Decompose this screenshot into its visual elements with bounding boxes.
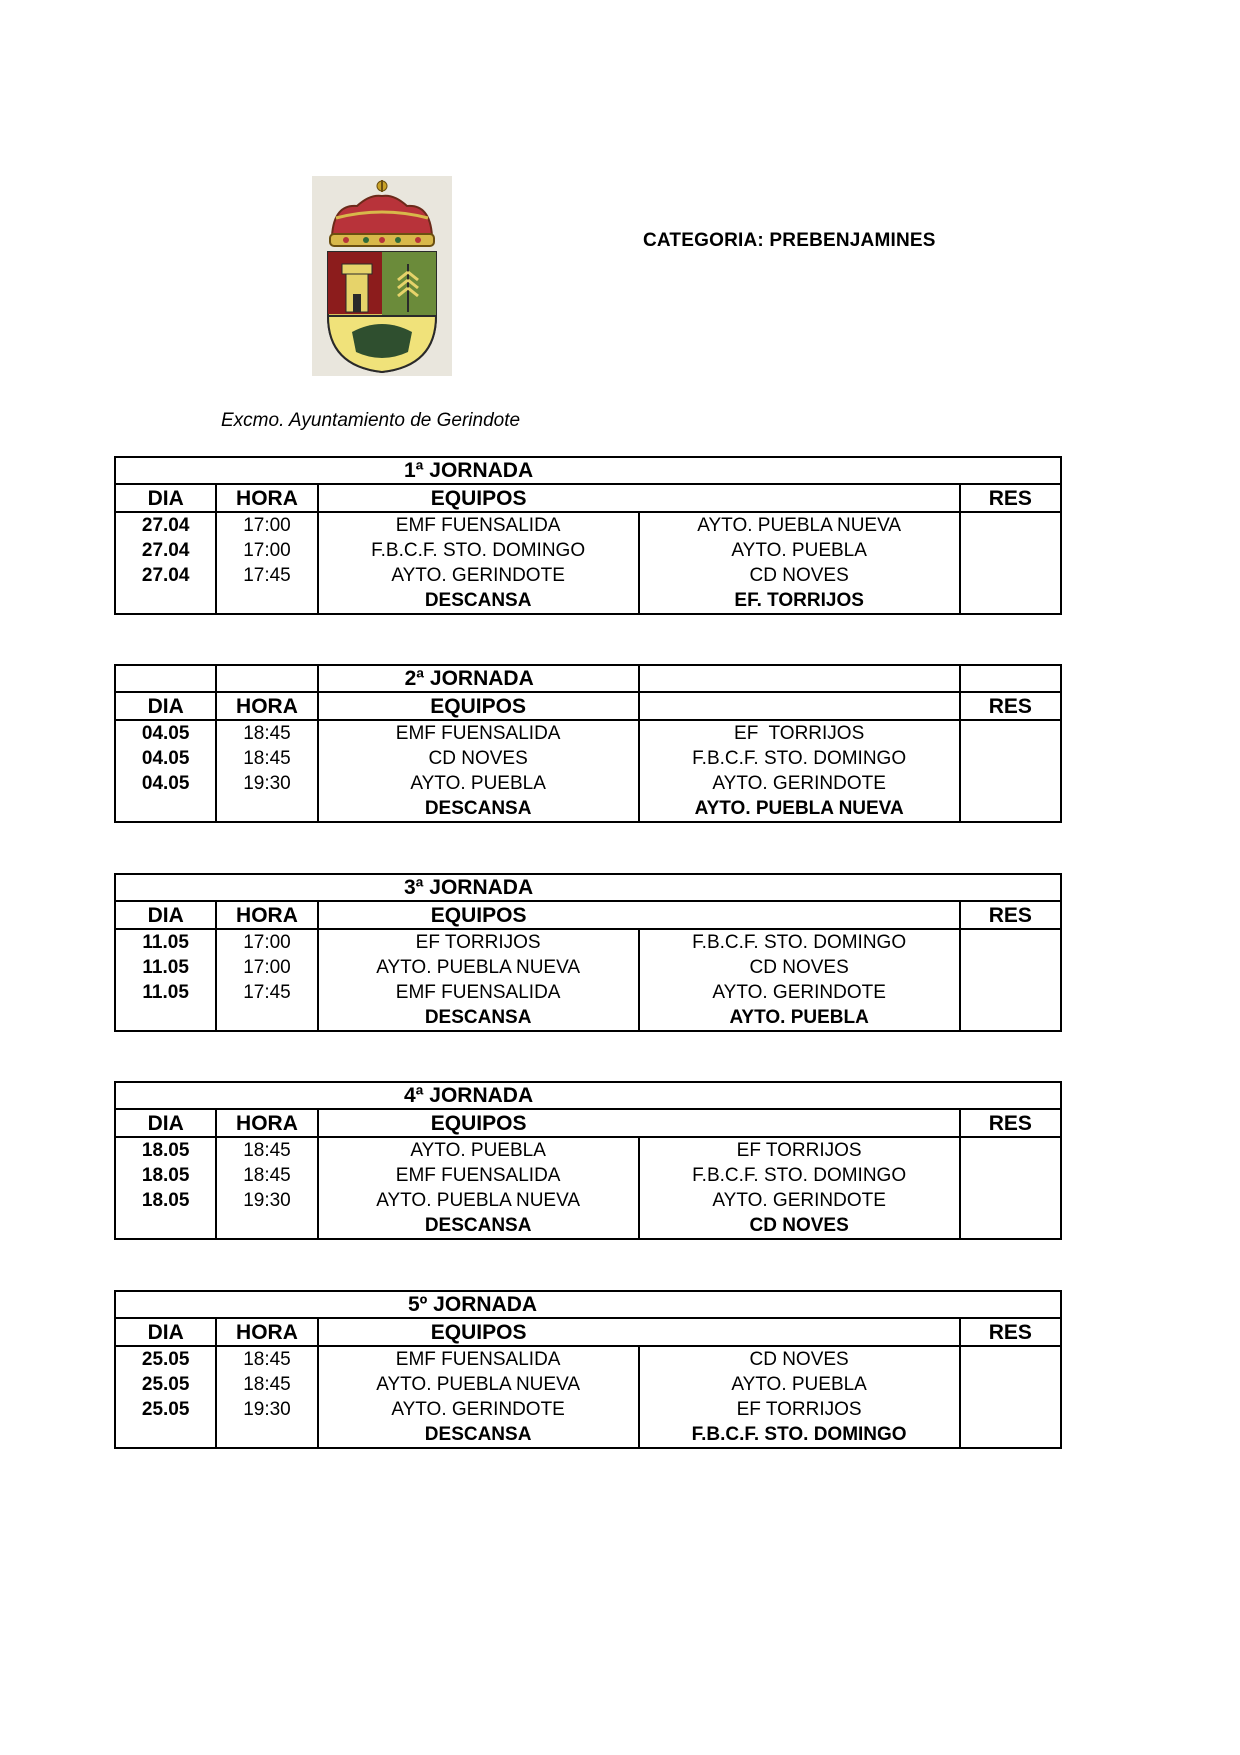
match-hora: 17:00	[216, 955, 317, 980]
jornada-table	[114, 456, 1062, 615]
col-hora: HORA	[216, 484, 317, 512]
col-res: RES	[960, 484, 1061, 512]
match-row	[115, 563, 1061, 588]
rest-label: DESCANSA	[318, 1005, 639, 1031]
match-dia: 11.05	[115, 955, 216, 980]
match-row	[115, 955, 1061, 980]
match-row	[115, 1137, 1061, 1163]
match-away: EF TORRIJOS	[639, 720, 960, 746]
match-row	[115, 1188, 1061, 1213]
match-home: EMF FUENSALIDA	[318, 720, 639, 746]
match-hora: 18:45	[216, 1372, 317, 1397]
match-away: F.B.C.F. STO. DOMINGO	[639, 746, 960, 771]
rest-row	[115, 1005, 1061, 1031]
col-res: RES	[960, 1318, 1061, 1346]
match-hora: 17:00	[216, 512, 317, 538]
jornada-title: 3ª JORNADA	[115, 874, 1061, 901]
match-home: EMF FUENSALIDA	[318, 1346, 639, 1372]
match-hora: 19:30	[216, 1397, 317, 1422]
rest-label: DESCANSA	[318, 588, 639, 614]
match-res	[960, 538, 1061, 563]
rest-label: DESCANSA	[318, 796, 639, 822]
match-home: AYTO. PUEBLA	[318, 1137, 639, 1163]
match-row	[115, 1163, 1061, 1188]
match-dia: 04.05	[115, 746, 216, 771]
col-equipos-away	[639, 901, 960, 929]
match-row	[115, 746, 1061, 771]
match-row	[115, 771, 1061, 796]
col-res: RES	[960, 1109, 1061, 1137]
column-header-row	[115, 901, 1061, 929]
col-hora: HORA	[216, 1109, 317, 1137]
jornada-table	[114, 664, 1062, 823]
match-row	[115, 1346, 1061, 1372]
match-hora: 17:45	[216, 563, 317, 588]
jornada-table	[114, 873, 1062, 1032]
match-dia: 27.04	[115, 538, 216, 563]
col-res: RES	[960, 692, 1061, 720]
rest-row	[115, 796, 1061, 822]
rest-team: EF. TORRIJOS	[639, 588, 960, 614]
jornada-title-row	[115, 874, 1061, 901]
col-equipos: EQUIPOS	[318, 692, 639, 720]
match-hora: 18:45	[216, 1346, 317, 1372]
rest-team: AYTO. PUEBLA NUEVA	[639, 796, 960, 822]
match-hora: 17:00	[216, 929, 317, 955]
match-hora: 18:45	[216, 1163, 317, 1188]
match-away: EF TORRIJOS	[639, 1137, 960, 1163]
match-away: AYTO. GERINDOTE	[639, 1188, 960, 1213]
jornada-title-row	[115, 457, 1061, 484]
match-home: AYTO. PUEBLA NUEVA	[318, 1372, 639, 1397]
match-res	[960, 1372, 1061, 1397]
match-hora: 19:30	[216, 771, 317, 796]
match-home: EMF FUENSALIDA	[318, 980, 639, 1005]
column-header-row	[115, 1318, 1061, 1346]
match-row	[115, 512, 1061, 538]
jornada-title: 2ª JORNADA	[318, 665, 639, 692]
col-res: RES	[960, 901, 1061, 929]
col-equipos-away	[639, 1318, 960, 1346]
match-dia: 18.05	[115, 1137, 216, 1163]
match-away: F.B.C.F. STO. DOMINGO	[639, 1163, 960, 1188]
match-res	[960, 929, 1061, 955]
match-dia: 11.05	[115, 980, 216, 1005]
match-home: AYTO. PUEBLA	[318, 771, 639, 796]
rest-row	[115, 1422, 1061, 1448]
match-away: AYTO. GERINDOTE	[639, 980, 960, 1005]
match-away: AYTO. GERINDOTE	[639, 771, 960, 796]
match-home: CD NOVES	[318, 746, 639, 771]
rest-row	[115, 588, 1061, 614]
match-hora: 18:45	[216, 1137, 317, 1163]
match-res	[960, 955, 1061, 980]
jornada-title: 5º JORNADA	[115, 1291, 1061, 1318]
match-home: F.B.C.F. STO. DOMINGO	[318, 538, 639, 563]
col-dia: DIA	[115, 1109, 216, 1137]
match-res	[960, 512, 1061, 538]
rest-label: DESCANSA	[318, 1422, 639, 1448]
match-away: EF TORRIJOS	[639, 1397, 960, 1422]
match-dia: 18.05	[115, 1163, 216, 1188]
match-away: CD NOVES	[639, 955, 960, 980]
col-dia: DIA	[115, 692, 216, 720]
match-home: AYTO. GERINDOTE	[318, 1397, 639, 1422]
match-dia: 27.04	[115, 563, 216, 588]
jornada-title-row	[115, 665, 1061, 692]
match-row	[115, 720, 1061, 746]
jornada-table	[114, 1290, 1062, 1449]
match-hora: 18:45	[216, 720, 317, 746]
rest-team: F.B.C.F. STO. DOMINGO	[639, 1422, 960, 1448]
match-dia: 04.05	[115, 771, 216, 796]
col-equipos-away	[639, 692, 960, 720]
match-home: AYTO. PUEBLA NUEVA	[318, 955, 639, 980]
jornada-title: 4ª JORNADA	[115, 1082, 1061, 1109]
col-dia: DIA	[115, 901, 216, 929]
jornada-title-row	[115, 1291, 1061, 1318]
match-res	[960, 746, 1061, 771]
jornada-title: 1ª JORNADA	[115, 457, 1061, 484]
jornada-table	[114, 1081, 1062, 1240]
col-equipos: EQUIPOS	[318, 901, 639, 929]
col-hora: HORA	[216, 901, 317, 929]
match-dia: 25.05	[115, 1346, 216, 1372]
match-res	[960, 563, 1061, 588]
match-row	[115, 929, 1061, 955]
match-away: AYTO. PUEBLA	[639, 1372, 960, 1397]
match-res	[960, 771, 1061, 796]
rest-label: DESCANSA	[318, 1213, 639, 1239]
match-home: EMF FUENSALIDA	[318, 1163, 639, 1188]
rest-team: AYTO. PUEBLA	[639, 1005, 960, 1031]
col-equipos-away	[639, 484, 960, 512]
match-away: CD NOVES	[639, 563, 960, 588]
match-dia: 25.05	[115, 1372, 216, 1397]
rest-team: CD NOVES	[639, 1213, 960, 1239]
col-equipos-away	[639, 1109, 960, 1137]
match-res	[960, 1346, 1061, 1372]
match-row	[115, 1372, 1061, 1397]
match-hora: 19:30	[216, 1188, 317, 1213]
col-equipos: EQUIPOS	[318, 484, 639, 512]
jornada-title-row	[115, 1082, 1061, 1109]
coat-of-arms-logo	[312, 176, 452, 376]
match-res	[960, 1397, 1061, 1422]
col-hora: HORA	[216, 692, 317, 720]
match-dia: 11.05	[115, 929, 216, 955]
col-hora: HORA	[216, 1318, 317, 1346]
match-dia: 27.04	[115, 512, 216, 538]
match-row	[115, 980, 1061, 1005]
col-equipos: EQUIPOS	[318, 1109, 639, 1137]
match-home: AYTO. PUEBLA NUEVA	[318, 1188, 639, 1213]
category-title: CATEGORIA: PREBENJAMINES	[643, 230, 936, 251]
match-row	[115, 1397, 1061, 1422]
match-hora: 18:45	[216, 746, 317, 771]
match-away: CD NOVES	[639, 1346, 960, 1372]
match-res	[960, 1137, 1061, 1163]
match-dia: 18.05	[115, 1188, 216, 1213]
rest-row	[115, 1213, 1061, 1239]
column-header-row	[115, 1109, 1061, 1137]
municipality-name: Excmo. Ayuntamiento de Gerindote	[221, 410, 521, 431]
match-home: EMF FUENSALIDA	[318, 512, 639, 538]
column-header-row	[115, 484, 1061, 512]
match-away: AYTO. PUEBLA	[639, 538, 960, 563]
match-res	[960, 980, 1061, 1005]
match-away: F.B.C.F. STO. DOMINGO	[639, 929, 960, 955]
match-dia: 25.05	[115, 1397, 216, 1422]
match-dia: 04.05	[115, 720, 216, 746]
match-away: AYTO. PUEBLA NUEVA	[639, 512, 960, 538]
match-hora: 17:00	[216, 538, 317, 563]
column-header-row	[115, 692, 1061, 720]
col-dia: DIA	[115, 1318, 216, 1346]
match-res	[960, 720, 1061, 746]
match-res	[960, 1163, 1061, 1188]
match-home: EF TORRIJOS	[318, 929, 639, 955]
match-row	[115, 538, 1061, 563]
col-dia: DIA	[115, 484, 216, 512]
match-res	[960, 1188, 1061, 1213]
match-home: AYTO. GERINDOTE	[318, 563, 639, 588]
match-hora: 17:45	[216, 980, 317, 1005]
col-equipos: EQUIPOS	[318, 1318, 639, 1346]
